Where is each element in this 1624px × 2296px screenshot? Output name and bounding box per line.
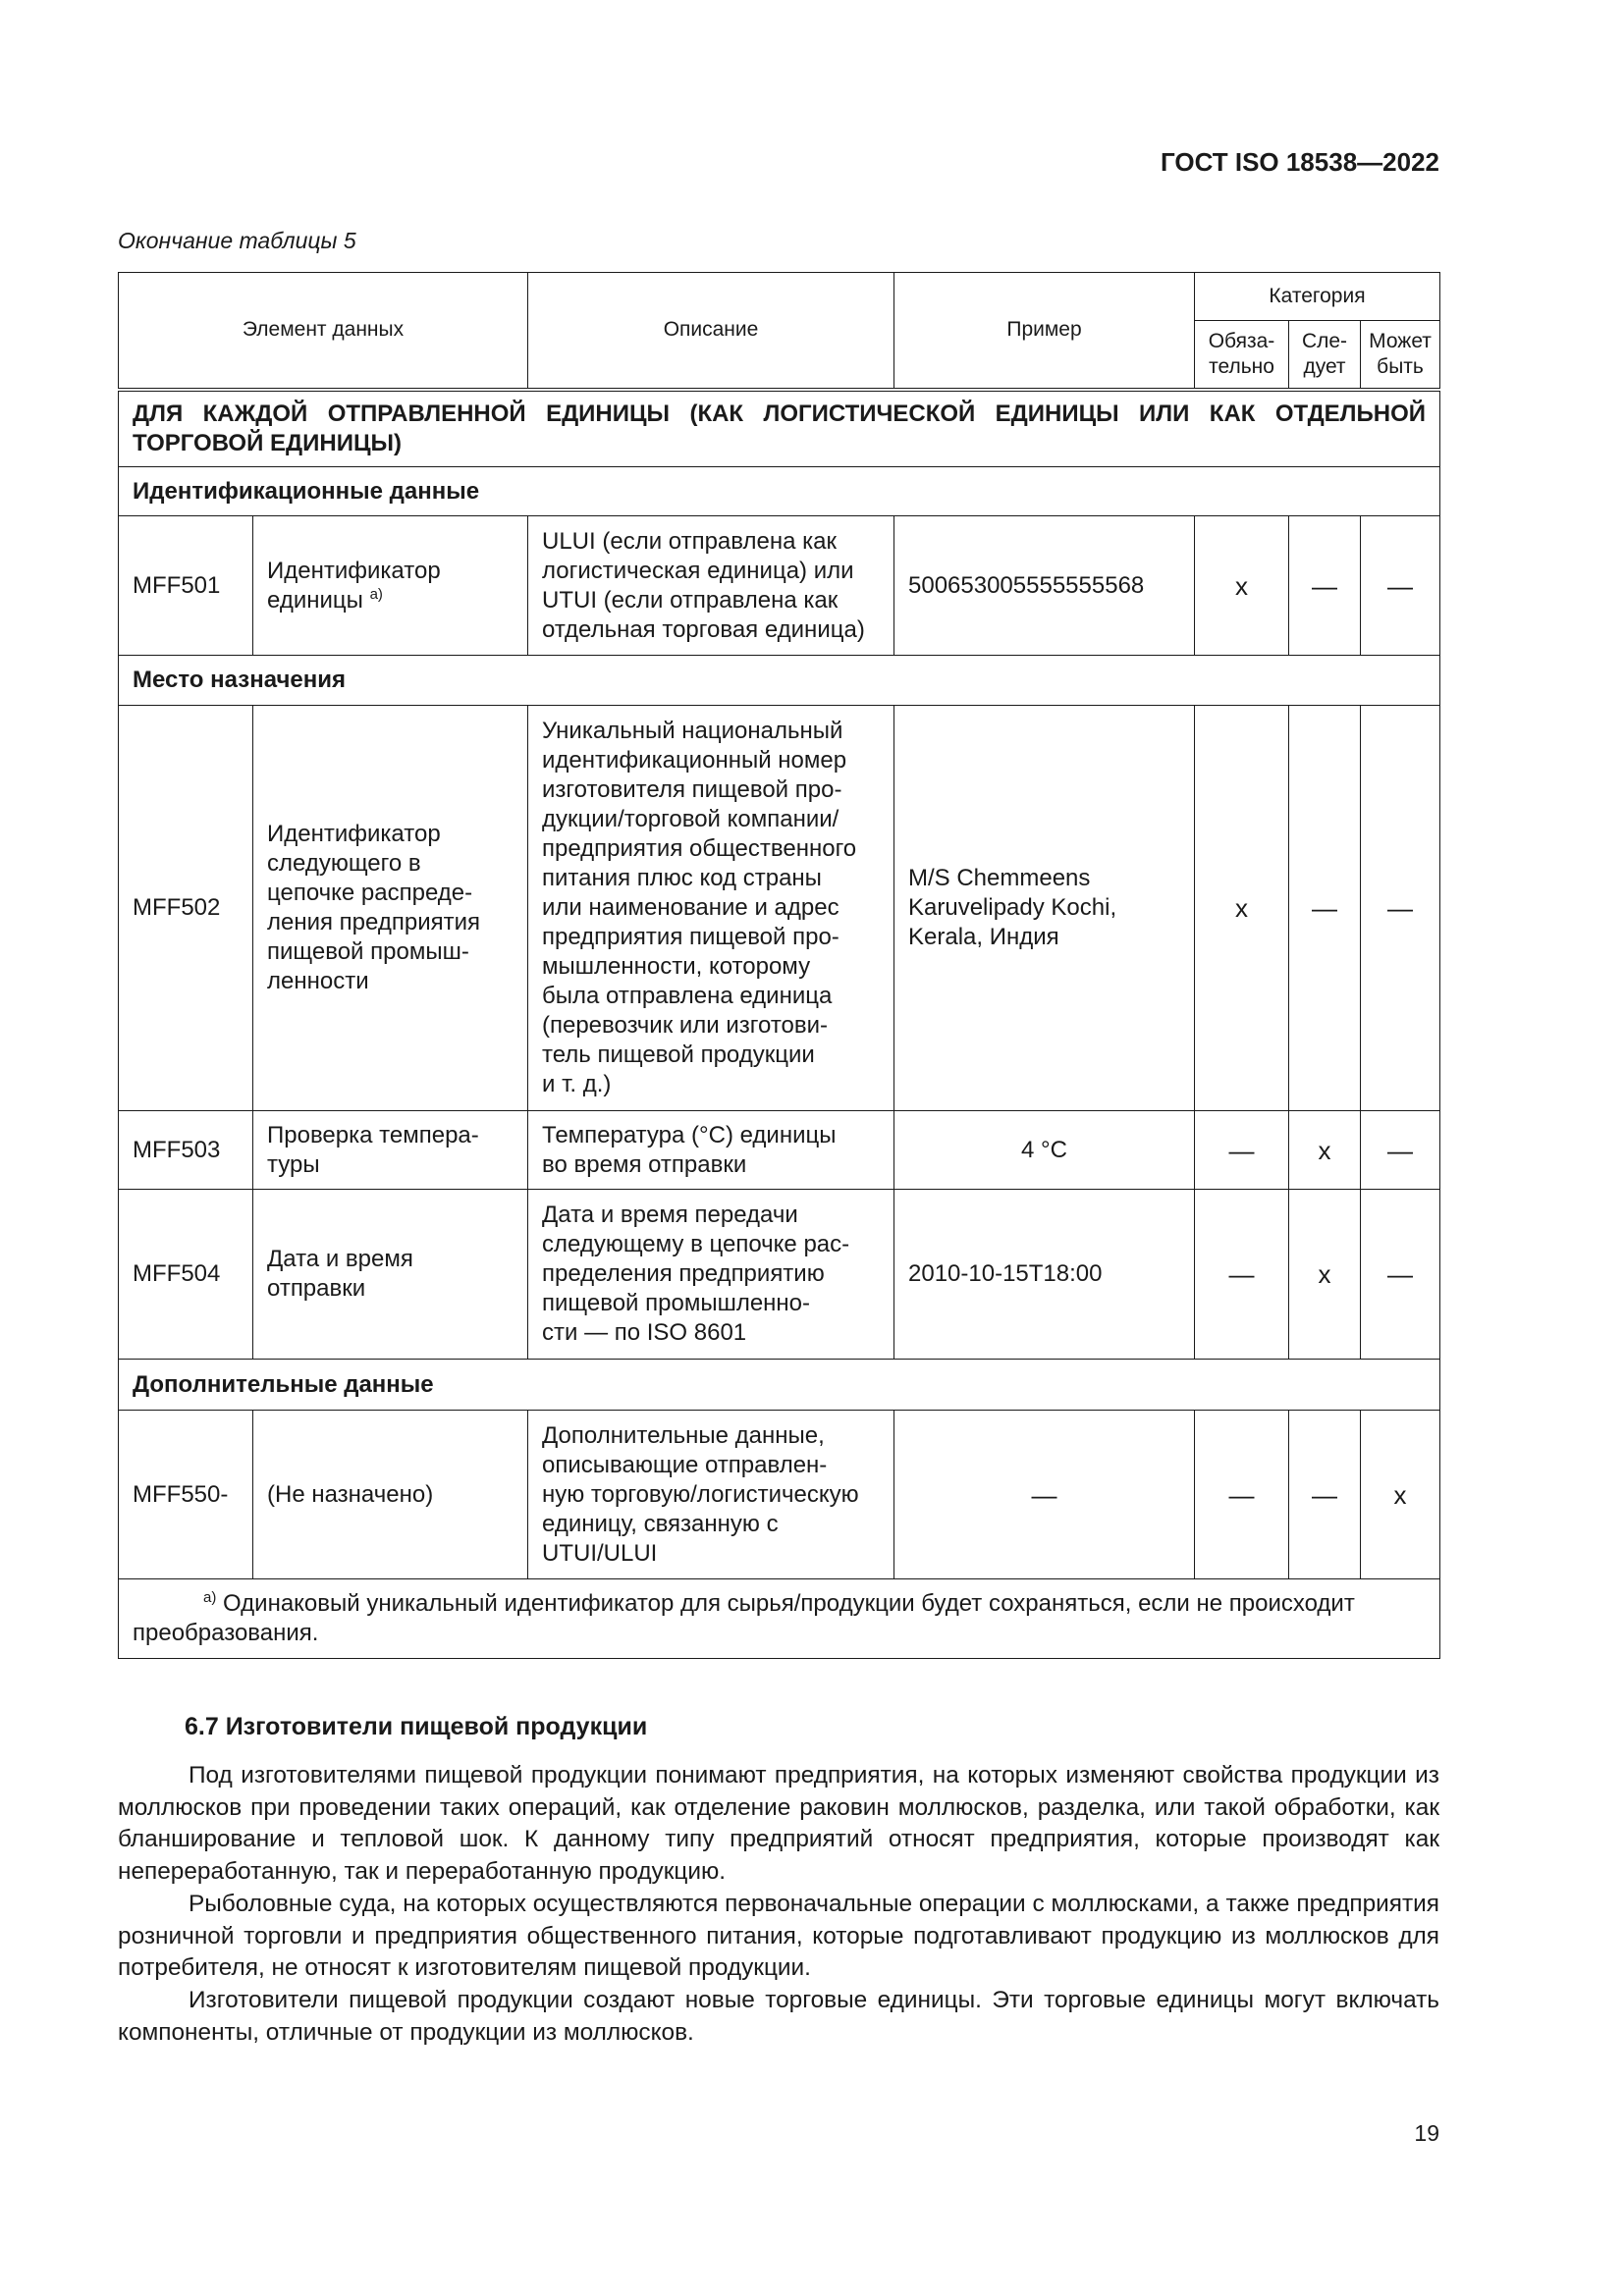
row-mandatory: — <box>1195 1411 1289 1579</box>
col-header-description: Описание <box>528 273 894 390</box>
row-code: MFF503 <box>119 1111 253 1190</box>
row-may: — <box>1361 1111 1440 1190</box>
table-row <box>119 1190 1440 1360</box>
row-example: 500653005555555568 <box>894 516 1195 656</box>
row-should: x <box>1289 1111 1361 1190</box>
page-number: 19 <box>1414 2120 1439 2146</box>
section-title-identification: Идентификационные данные <box>119 467 1440 516</box>
table-footnote <box>119 1579 1440 1659</box>
row-code: MFF550- <box>119 1411 253 1579</box>
footnote-text: Одинаковый уникальный идентификатор для сырья/продукции будет сохраняться, если не происходит преобразования. <box>133 1590 1355 1646</box>
standard-number: ГОСТ ISO 18538—2022 <box>1160 147 1439 177</box>
col-header-category: Категория <box>1195 273 1440 321</box>
row-may: — <box>1361 1190 1440 1360</box>
paragraph: Рыболовные суда, на которых осуществляются первоначальные операции с моллюсками, а также предприятия розничной торговли и предприятия общественного питания, которые подготавливают продукцию из моллюсков для потребителя, не относят к изготовителям пищевой продукции. <box>118 1890 1439 1982</box>
row-example: 4 °C <box>894 1111 1195 1190</box>
col-header-mandatory: Обяза- тельно <box>1195 321 1289 390</box>
scope-header-row: ДЛЯ КАЖДОЙ ОТПРАВЛЕННОЙ ЕДИНИЦЫ (КАК ЛОГИСТИЧЕСКОЙ ЕДИНИЦЫ ИЛИ КАК ОТДЕЛЬНОЙ ТОРГОВОЙ ЕДИНИЦЫ) <box>119 390 1440 467</box>
section-title-destination: Место назначения <box>119 656 1440 706</box>
row-mandatory: — <box>1195 1190 1289 1360</box>
row-description: ULUI (если отправлена как логистическая единица) или UTUI (если отправлена как отдельная торговая единица) <box>528 516 894 656</box>
section-heading: 6.7 Изготовители пищевой продукции <box>185 1713 648 1740</box>
footnote-marker: а) <box>203 1589 217 1606</box>
row-code: MFF501 <box>119 516 253 656</box>
row-should: — <box>1289 516 1361 656</box>
row-name: Идентификатор следующего в цепочке распреде- ления предприятия пищевой промыш- ленности <box>253 706 528 1111</box>
row-should: — <box>1289 706 1361 1111</box>
row-mandatory: x <box>1195 516 1289 656</box>
paragraph: Изготовители пищевой продукции создают новые торговые единицы. Эти торговые единицы могут включать компоненты, отличные от продукции из моллюсков. <box>118 1986 1439 2046</box>
row-description: Дата и время передачи следующему в цепочке рас- пределения предприятию пищевой промышленно- сти — по ISO 8601 <box>528 1190 894 1360</box>
paragraph: Под изготовителями пищевой продукции понимают предприятия, на которых изменяют свойства продукции из моллюсков при проведении таких операций, как отделение раковин моллюсков, разделка, или такой обработки, как бланширование и тепловой шок. К данному типу предприятий относят предприятия, которые производят как непереработанную, так и переработанную продукцию. <box>118 1762 1439 1886</box>
row-description: Температура (°C) единицы во время отправки <box>528 1111 894 1190</box>
row-description: Дополнительные данные, описывающие отправлен- ную торговую/логистическую единицу, связанную с UTUI/ULUI <box>528 1411 894 1579</box>
footnote-ref: а) <box>369 585 383 603</box>
row-may: — <box>1361 516 1440 656</box>
col-header-should: Сле- дует <box>1289 321 1361 390</box>
row-name: (Не назначено) <box>253 1411 528 1579</box>
row-name <box>253 516 528 656</box>
table-caption: Окончание таблицы 5 <box>118 228 356 253</box>
row-may: — <box>1361 706 1440 1111</box>
row-name: Проверка темпера- туры <box>253 1111 528 1190</box>
table-row <box>119 516 1440 656</box>
table-row <box>119 1411 1440 1579</box>
section-title-additional: Дополнительные данные <box>119 1360 1440 1411</box>
row-may: x <box>1361 1411 1440 1579</box>
row-should: — <box>1289 1411 1361 1579</box>
row-example: — <box>894 1411 1195 1579</box>
row-code: MFF504 <box>119 1190 253 1360</box>
row-should: x <box>1289 1190 1361 1360</box>
table-row <box>119 706 1440 1111</box>
row-mandatory: — <box>1195 1111 1289 1190</box>
col-header-element: Элемент данных <box>119 273 528 390</box>
table-row <box>119 1111 1440 1190</box>
row-code: MFF502 <box>119 706 253 1111</box>
col-header-may: Может быть <box>1361 321 1440 390</box>
col-header-example: Пример <box>894 273 1195 390</box>
row-example: M/S Chemmeens Karuvelipady Kochi, Kerala, Индия <box>894 706 1195 1111</box>
row-name: Дата и время отправки <box>253 1190 528 1360</box>
row-name-text: Идентификатор единицы <box>267 557 441 614</box>
row-description: Уникальный национальный идентификационный номер изготовителя пищевой про- дукции/торговой компании/ предприятия общественного питания плюс код страны или наименование и адрес предприятия пищевой про- мышленности, которому была отправлена единица (перевозчик или изготови- тель пищевой продукции и т. д.) <box>528 706 894 1111</box>
data-elements-table <box>118 272 1440 1659</box>
row-example: 2010-10-15T18:00 <box>894 1190 1195 1360</box>
row-mandatory: x <box>1195 706 1289 1111</box>
section-body <box>118 1760 1439 2049</box>
